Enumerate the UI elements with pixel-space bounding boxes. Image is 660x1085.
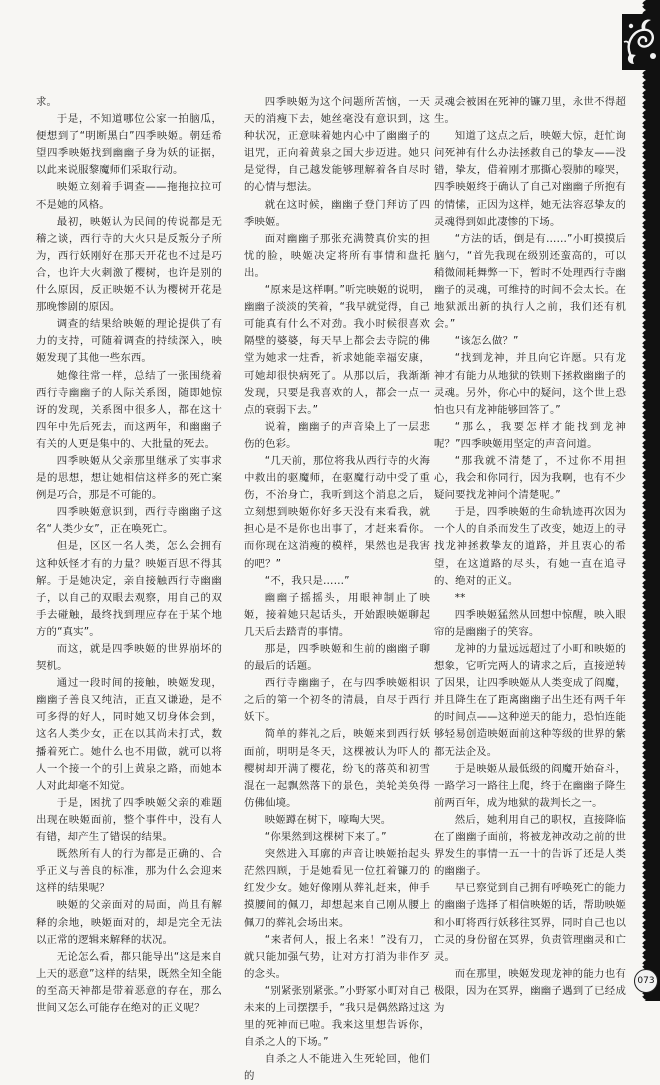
paragraph: 知道了这点之后，映姬大惊，赶忙询问死神有什么办法拯救自己的挚友——没错，挚友，借着刚才那撕心裂肺的嚎哭，四季映姬终于确认了自己对幽幽子所抱有的情愫，正因为这样，她无法容忍挚友的灵魂得到如此凄惨的下场。 (434, 130, 626, 228)
paragraph: 四季映姬从父亲那里继承了实事求是的思想，想让她相信这样多的死亡案例是巧合，那是不可能的。 (36, 454, 222, 502)
paragraph: 幽幽子摇摇头，用眼神制止了映姬，接着她只起话头，开始跟映姬聊起几天后去踏青的事情。 (244, 591, 430, 638)
paragraph: 那是，四季映姬和生前的幽幽子聊的最后的话题。 (244, 643, 430, 673)
text-column-2 (244, 94, 430, 1085)
text-columns (36, 94, 628, 1083)
paragraph: 她像往常一样，总结了一张围绕着西行寺幽幽子的人际关系图，随即她惊讶的发现，关系图中很多人，都在这十四年中先后死去，而这两年，和幽幽子有关的人更是集中的、大批量的死去。 (36, 369, 222, 450)
paragraph: 而在那里，映姬发现龙神的能力也有极限，因为在冥界，幽幽子遇到了已经成为 (434, 967, 626, 1014)
paragraph: 映姬立刻着手调查——拖拖拉拉可不是她的风格。 (36, 181, 222, 211)
paragraph: 最初，映姬认为民间的传说都是无稽之谈，西行寺的大火只是反叛分子所为，西行妖刚好在那天开花也不过是巧合，也许大火刺激了樱树，也许是别的什么原因，反正映姬不认为樱树开花是那晚惨剧的原因。 (36, 215, 222, 314)
paragraph: 但是，区区一名人类，怎么会拥有这种妖怪才有的力量？映姬百思不得其解。于是她决定，亲自接触西行寺幽幽子，以自己的双眼去观察，用自己的双手去碰触，最终找到理应存在于某个地方的“真实”。 (36, 540, 222, 638)
paragraph: 突然进入耳廓的声音让映姬抬起头茫然四顾，于是她看见一位扛着镰刀的红发少女。她好像刚从葬礼赶来，伸手摸腰间的佩刀，却想起来自己刚从腰上佩刀的葬礼会场出来。 (244, 848, 430, 929)
paragraph: 而这，就是四季映姬的世界崩坏的契机。 (36, 643, 222, 673)
paragraph: 无论怎么看，都只能导出“这是来自上天的恶意”这样的结果，既然全知全能的至高天神都是带着恶意的存在，那么世间又怎么可能存在绝对的正义呢？ (36, 950, 222, 1014)
paragraph: 于是，困扰了四季映姬父亲的难题出现在映姬面前，整个事件中，没有人有错，却产生了错误的结果。 (36, 796, 222, 844)
paragraph: ** (454, 591, 466, 604)
paragraph: 自杀之人不能进入生死轮回，他们的 (244, 1053, 430, 1083)
paragraph: 灵魂会被困在死神的镰刀里，永世不得超生。 (434, 96, 626, 126)
paragraph: 四季映姬猛然从回想中惊醒，映入眼帘的是幽幽子的笑容。 (434, 608, 626, 638)
paragraph: 映姬蹲在树下，嚎啕大哭。 (264, 813, 392, 826)
paragraph: 然后，她利用自己的职权，直接降临在了幽幽子面前，将被龙神改动之前的世界发生的事情一五一十的告诉了还是人类的幽幽子。 (434, 813, 626, 878)
paragraph: 四季映姬意识到，西行寺幽幽子这名“人类少女”，正在唤死亡。 (36, 506, 222, 536)
floral-ornament-icon (622, 14, 660, 70)
paragraph: 西行寺幽幽子，在与四季映姬相识之后的第一个初冬的清晨，自尽于西行妖下。 (244, 677, 430, 724)
paragraph: “该怎么做？” (454, 335, 519, 348)
paragraph: “不，我只是……” (264, 574, 350, 587)
paragraph: 于是，不知道哪位公家一拍脑瓜，便想到了“明断黑白”四季映姬。朝廷希望四季映姬找到幽幽子身为妖的证据，以此来说服黎魔师们采取行动。 (36, 113, 222, 177)
paragraph: “方法的话，倒是有……”小町摸摸后脑勺，“首先我现在级别还蛮高的，可以稍微闹耗舞弊一下，暂时不处理西行寺幽幽子的灵魂，可维持的时间不会太长。在地狱派出新的执行人之前，我们还有机会。” (434, 232, 626, 331)
paragraph: 于是，四季映姬的生命轨迹再次因为一个人的自杀而发生了改变，她迈上的寻找龙神拯救挚友的道路，并且衷心的希望，在这道路的尽头，有她一直在追寻的、绝对的正义。 (434, 506, 626, 587)
paragraph: 四季映姬为这个问题所苦恼，一天天的消瘦下去，她丝毫没有意识到，这种状况，正意味着她内心中了幽幽子的诅咒，正向着黄泉之国大步迈进。她只是觉得，自己越发能够理解着各自尽时的心情与想法。 (244, 96, 430, 194)
paragraph: “那么，我要怎样才能找到龙神呢？”四季映姬用坚定的声音问道。 (434, 420, 626, 450)
lace-border-decoration (630, 0, 660, 1001)
text-column-3 (434, 94, 626, 1017)
paragraph: 求。 (36, 96, 58, 108)
paragraph: 调查的结果给映姬的理论提供了有力的支持，可随着调查的持续深入，映姬发现了其他一些东西。 (36, 318, 222, 365)
paragraph: “几天前，那位将我从西行寺的火海中救出的驱魔师，在驱魔行动中受了重伤，不治身亡，我听到这个消息之后，立刻想到映姬你好多天没有来看我，就担心是不是你也出事了，才赶来看你。而你现在这消瘦的模样，果然也是我害的吧？” (244, 454, 430, 570)
paragraph: “来者何人，报上名来！”没有刀，就只能加强气势，让对方打消为非作歹的念头。 (244, 933, 430, 980)
paragraph: 龙神的力量远远超过了小町和映姬的想象，它听完两人的请求之后，直接逆转了因果，让四季映姬从人类变成了阎魔，并且降生在了距离幽幽子出生还有两千年的时间点——这种逆天的能力，恐怕连能够轻易创造映姬面前这种等级的世界的紫都无法企及。 (434, 643, 626, 758)
text-column-1 (36, 94, 222, 1017)
paragraph: “你果然到这棵树下来了。” (264, 831, 387, 844)
paragraph: “别紧张别紧张。”小野冢小町对自己未来的上司摆摆手，“我只是偶然路过这里的死神而已啦。我来这里想告诉你，自杀之人的下场。” (244, 984, 430, 1049)
paragraph: “找到龙神，并且向它许愿。只有龙神才有能力从地狱的铁则下拯救幽幽子的灵魂。另外，你心中的疑问，这个世上恐怕也只有龙神能够回答了。” (434, 352, 626, 416)
paragraph: 于是映姬从最低级的阎魔开始奋斗，一路学习一路往上爬，终于在幽幽子降生前两百年，成为地狱的裁判长之一。 (434, 762, 626, 809)
paragraph: 早已察觉到自己拥有呼唤死亡的能力的幽幽子选择了相信映姬的话，帮助映姬和小町将西行妖移往冥界，同时自己也以亡灵的身份留在冥界，负责管理幽灵和亡灵。 (434, 882, 626, 963)
page-number: 073 (634, 969, 658, 993)
paragraph: 简单的葬礼之后，映姬来到西行妖面前，明明是冬天，这棵被认为吓人的樱树却开满了樱花，纷飞的落英和初雪混在一起飘然落下的景色，美轮美奂得仿佛仙境。 (244, 728, 430, 809)
paragraph: 就在这时候，幽幽子登门拜访了四季映姬。 (244, 198, 430, 228)
paragraph: 说着，幽幽子的声音染上了一层悲伤的色彩。 (244, 420, 430, 450)
paragraph: 通过一段时间的接触，映姬发现，幽幽子善良又纯洁，正直又谦逊，是不可多得的好人，同时她又切身体会到，这名人类少女，正在以其尚未打式，数播着死亡。她什么也不用做，就可以将人一个接一个的引上黄泉之路，而她本人对此却毫不知觉。 (36, 677, 222, 792)
paragraph: 映姬的父亲面对的局面，尚且有解释的余地，映姬面对的，却是完全无法以正常的逻辑来解释的状况。 (36, 899, 222, 946)
paragraph: “原来是这样啊。”听完映姬的说明，幽幽子淡淡的笑着，“我早就觉得，自己可能真有什么不对劲。我小时候很喜欢隔壁的婆婆，每天早上都会去寺院的佛堂为她求一炷香，祈求她能幸福安康，可她却很快病死了。从那以后，我渐渐发现，只要是我喜欢的人，都会一点一点的衰弱下去。” (244, 284, 430, 416)
paragraph: 面对幽幽子那张充满赞真价实的担忧的脸，映姬决定将所有事情和盘托出。 (244, 232, 430, 279)
paragraph: “那我就不清楚了，不过你不用担心，我会和你同行，因为我啊，也有不少疑问要找龙神问个清楚呢。” (434, 454, 626, 502)
paragraph: 既然所有人的行为都是正确的、合乎正义与善良的标准，那为什么会迎来这样的结果呢？ (36, 848, 222, 895)
